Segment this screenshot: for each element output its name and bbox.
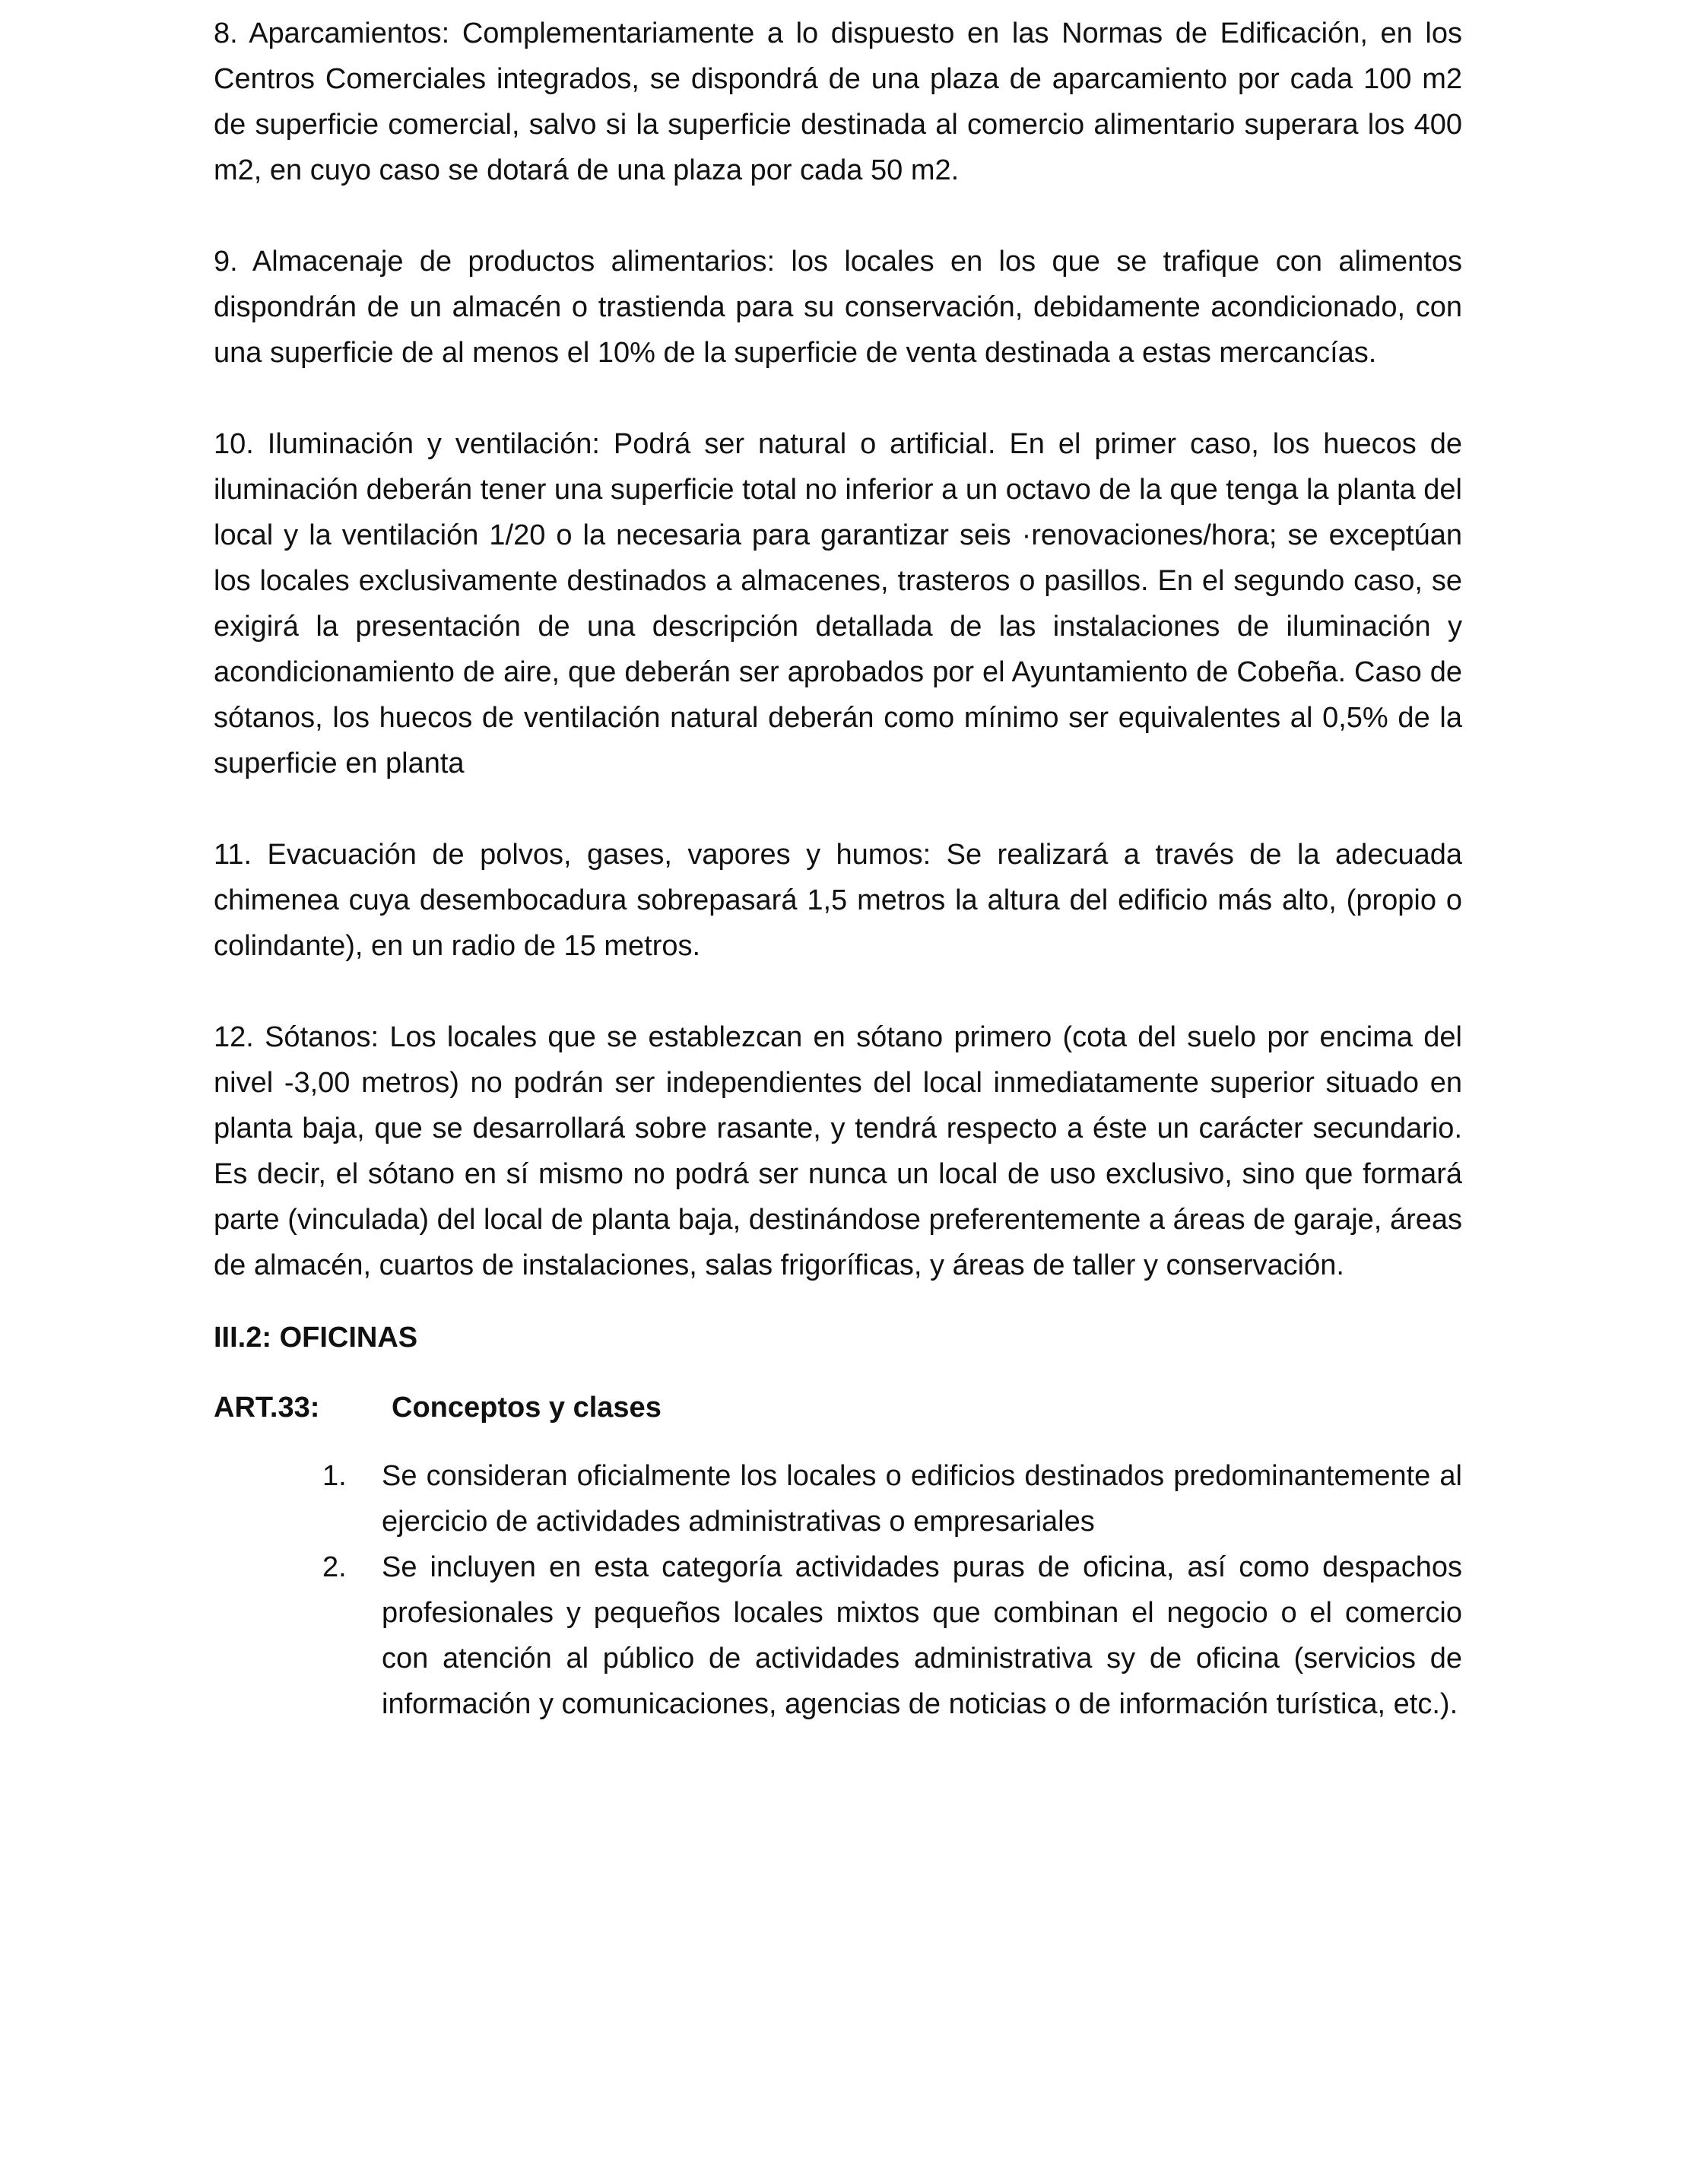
paragraph-aparcamientos: 8. Aparcamientos: Complementariamente a lo dispuesto en las Normas de Edificación, en los Centros Comerciales integrados, se dispondrá de una plaza de aparcamiento por cada 100 m2 de superficie comercial, salvo si la superficie destinada al comercio alimentario superara los 400 m2, en cuyo caso se dotará de una plaza por cada 50 m2. — [214, 17, 1462, 186]
article-heading — [214, 1385, 1462, 1430]
list-item-text: Se consideran oficialmente los locales o edificios destinados predominantemente al ejercicio de actividades administrativas o empresariales — [382, 1460, 1462, 1538]
article-number: ART.33: — [214, 1392, 320, 1424]
list-item-text: Se incluyen en esta categoría actividades puras de oficina, así como despachos profesionales y pequeños locales mixtos que combinan el negocio o el comercio con atención al público de actividades administrativa sy de oficina (servicios de información y comunicaciones, agencias de noticias o de información turística, etc.). — [382, 1551, 1462, 1720]
section-heading-oficinas: III.2: OFICINAS — [214, 1322, 418, 1354]
list-item — [322, 1453, 1462, 1544]
list-item — [322, 1544, 1462, 1727]
article-item-list — [214, 1453, 1462, 1727]
paragraph-iluminacion-ventilacion: 10. Iluminación y ventilación: Podrá ser natural o artificial. En el primer caso, los huecos de iluminación deberán tener una superficie total no inferior a un octavo de la que tenga la planta del local y la ventilación 1/20 o la necesaria para garantizar seis ·renovaciones/hora; se exceptúan los locales exclusivamente destinados a almacenes, trasteros o pasillos. En el segundo caso, se exigirá la presentación de una descripción detallada de las instalaciones de iluminación y acondicionamiento de aire, que deberán ser aprobados por el Ayuntamiento de Cobeña. Caso de sótanos, los huecos de ventilación natural deberán como mínimo ser equivalentes al 0,5% de la superficie en planta — [214, 428, 1462, 779]
paragraph-evacuacion: 11. Evacuación de polvos, gases, vapores y humos: Se realizará a través de la adecuada chimenea cuya desembocadura sobrepasará 1,5 metros la altura del edificio más alto, (propio o colindante), en un radio de 15 metros. — [214, 839, 1462, 962]
paragraph-almacenaje: 9. Almacenaje de productos alimentarios: los locales en los que se trafique con alimentos dispondrán de un almacén o trastienda para su conservación, debidamente acondicionado, con una superficie de al menos el 10% de la superficie de venta destinada a estas mercancías. — [214, 246, 1462, 369]
paragraph-sotanos: 12. Sótanos: Los locales que se establezcan en sótano primero (cota del suelo por encima del nivel -3,00 metros) no podrán ser independientes del local inmediatamente superior situado en planta baja, que se desarrollará sobre rasante, y tendrá respecto a éste un carácter secundario. Es decir, el sótano en sí mismo no podrá ser nunca un local de uso exclusivo, sino que formará parte (vinculada) del local de planta baja, destinándose preferentemente a áreas de garaje, áreas de almacén, cuartos de instalaciones, salas frigoríficas, y áreas de taller y conservación. — [214, 1021, 1462, 1281]
document-page — [214, 11, 1462, 1727]
article-title: Conceptos y clases — [392, 1392, 662, 1424]
list-item-number: 2. — [322, 1551, 347, 1583]
list-item-number: 1. — [322, 1460, 347, 1492]
